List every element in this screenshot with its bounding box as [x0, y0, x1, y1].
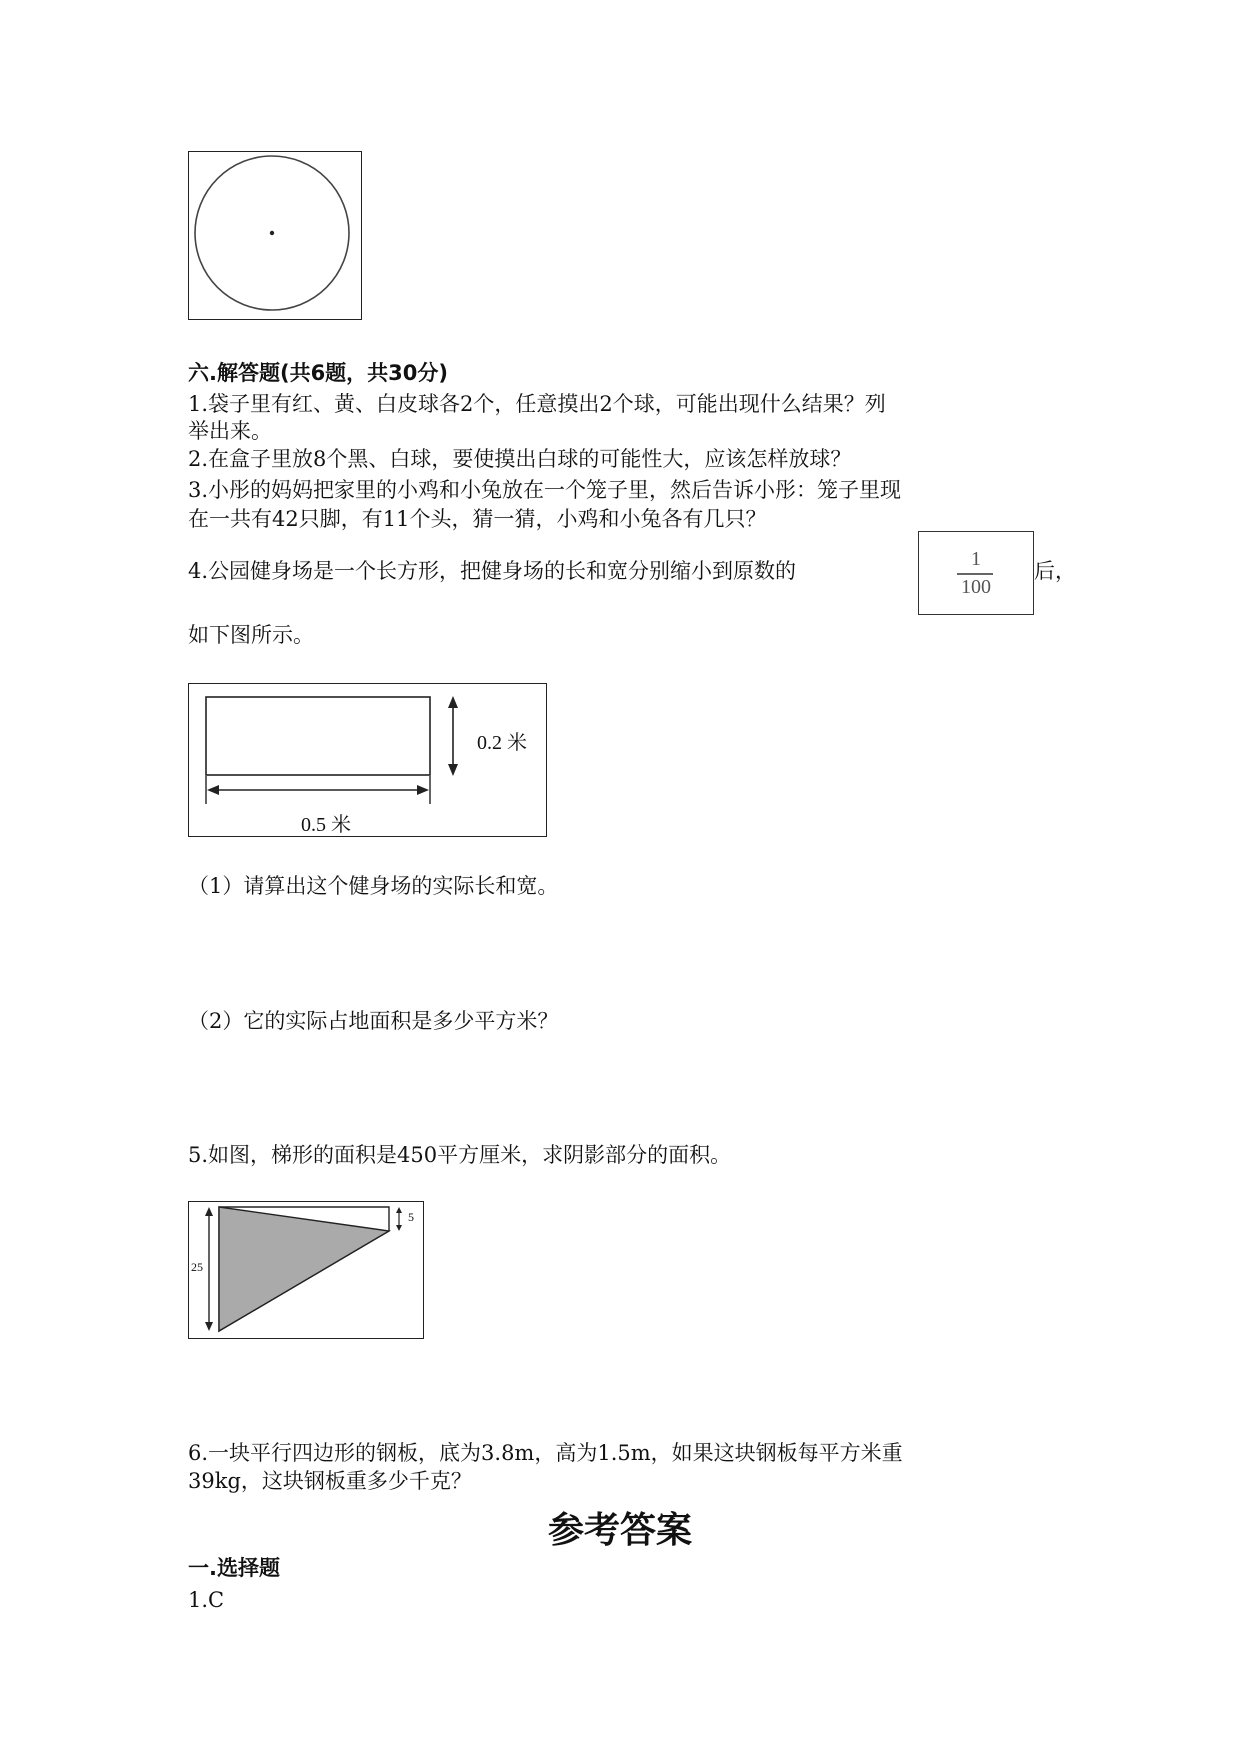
arrow-down-icon — [205, 1322, 213, 1331]
question-4-line2: 如下图所示。 — [188, 623, 314, 647]
arrow-down-small-icon — [396, 1225, 402, 1231]
trapezoid-figure — [188, 1201, 424, 1339]
arrow-down-icon — [448, 764, 458, 776]
small-edge-label: 5 — [408, 1210, 414, 1224]
question-3-line2: 在一共有42只脚，有11个头，猜一猜，小鸡和小兔各有几只？ — [188, 507, 767, 531]
question-2: 2.在盒子里放8个黑、白球，要使摸出白球的可能性大，应该怎样放球？ — [188, 447, 852, 471]
circle-drawing — [189, 152, 360, 318]
arrow-up-icon — [205, 1207, 213, 1216]
question-5: 5.如图，梯形的面积是450平方厘米，求阴影部分的面积。 — [188, 1143, 732, 1167]
rectangle-drawing — [189, 684, 545, 835]
question-6-line2: 39kg，这块钢板重多少千克？ — [188, 1469, 472, 1493]
question-1-line1: 1.袋子里有红、黄、白皮球各2个，任意摸出2个球，可能出现什么结果？列 — [188, 392, 886, 416]
arrow-up-icon — [448, 696, 458, 708]
circle-figure — [188, 151, 362, 320]
question-4-sub1: （1）请算出这个健身场的实际长和宽。 — [188, 874, 559, 898]
arrow-left-icon — [207, 785, 219, 795]
shaded-triangle — [219, 1207, 389, 1331]
fraction-denominator: 100 — [961, 576, 991, 598]
question-4-text: 4.公园健身场是一个长方形，把健身场的长和宽分别缩小到原数的 — [188, 559, 797, 583]
fraction-bar — [957, 573, 993, 575]
arrow-right-icon — [417, 785, 429, 795]
fraction-numerator: 1 — [971, 548, 981, 570]
question-4-sub2: （2）它的实际占地面积是多少平方米？ — [188, 1009, 559, 1033]
height-label: 25 — [191, 1260, 203, 1274]
answers-title: 参考答案 — [547, 1510, 692, 1551]
arrow-up-small-icon — [396, 1207, 402, 1213]
trapezoid-drawing — [189, 1202, 422, 1337]
question-3-line1: 3.小彤的妈妈把家里的小鸡和小兔放在一个笼子里，然后告诉小彤：笼子里现 — [188, 478, 902, 502]
length-label: 0.5 米 — [301, 814, 351, 836]
question-4-text-after: 后， — [1034, 559, 1076, 583]
fraction-box — [918, 531, 1034, 615]
question-1-line2: 举出来。 — [188, 419, 272, 443]
question-6-line1: 6.一块平行四边形的钢板，底为3.8m，高为1.5m，如果这块钢板每平方米重 — [188, 1441, 903, 1465]
rectangle-figure — [188, 683, 547, 837]
section-heading: 六.解答题(共6题，共30分) — [188, 361, 449, 385]
width-label: 0.2 米 — [477, 732, 527, 754]
answer-1: 1.C — [188, 1588, 225, 1612]
circle-center-point — [270, 231, 274, 235]
answers-section-heading: 一.选择题 — [188, 1556, 280, 1580]
rectangle-shape — [206, 697, 430, 775]
